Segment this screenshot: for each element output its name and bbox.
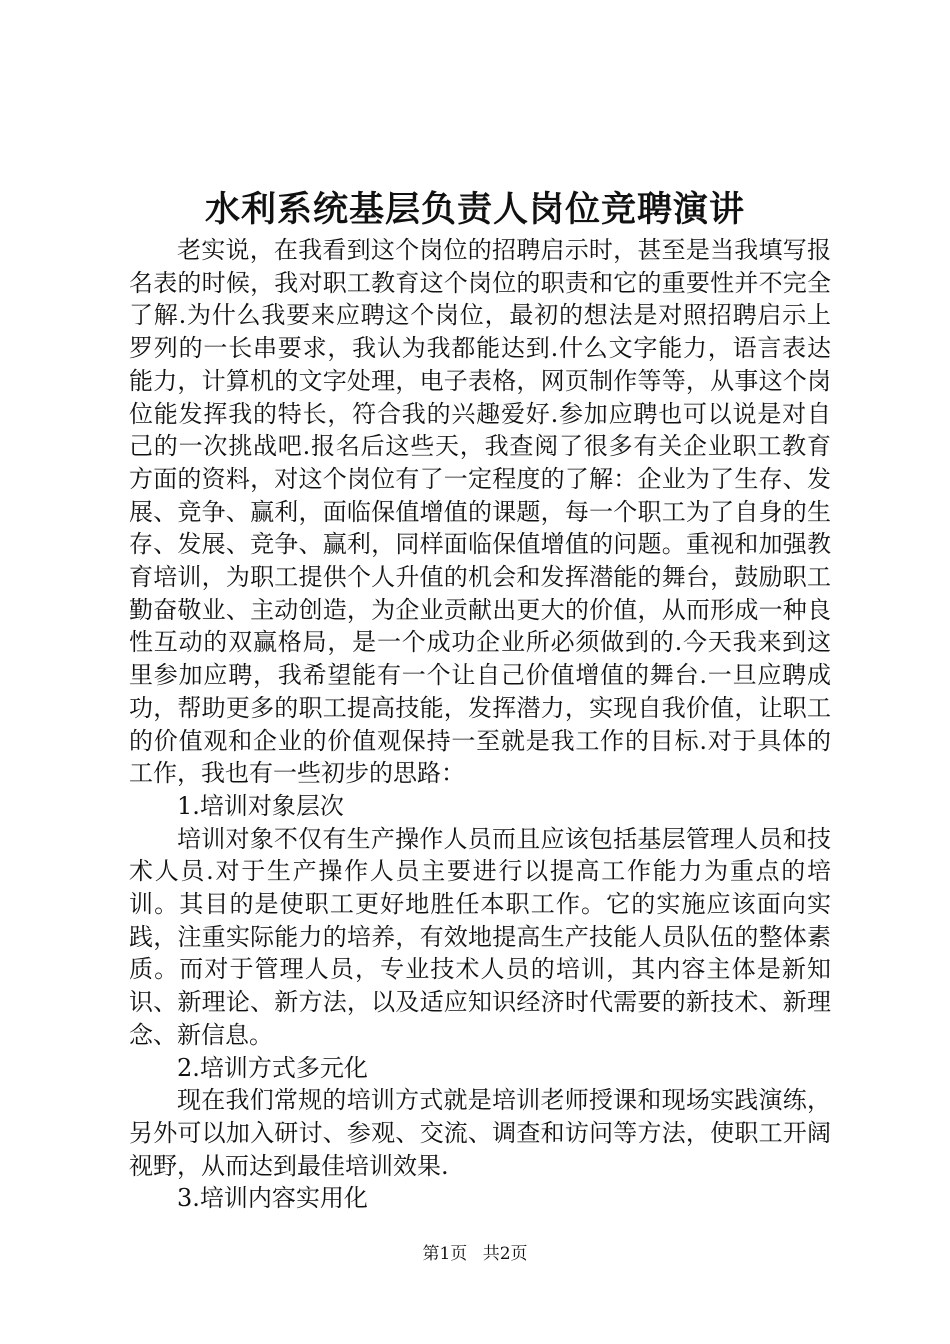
document-body	[129, 234, 831, 1215]
document-title: 水利系统基层负责人岗位竞聘演讲	[204, 189, 745, 230]
body-paragraph: 培训对象不仅有生产操作人员而且应该包括基层管理人员和技术人员.对于生产操作人员主要进行以提高工作能力为重点的培训。其目的是使职工更好地胜任本职工作。它的实施应该面向实践，注重实际能力的培养，有效地提高生产技能人员队伍的整体素质。而对于管理人员，专业技术人员的培训，其内容主体是新知识、新理论、新方法，以及适应知识经济时代需要的新技术、新理念、新信息。	[129, 824, 831, 1049]
page-number: 第1页	[422, 1244, 468, 1264]
body-paragraph: 现在我们常规的培训方式就是培训老师授课和现场实践演练，另外可以加入研讨、参观、交流、调查和访问等方法，使职工开阔视野，从而达到最佳培训效果.	[129, 1086, 831, 1180]
page-total: 共2页	[482, 1244, 528, 1264]
section-heading: 3.培训内容实用化	[177, 1184, 368, 1213]
section-heading: 1.培训对象层次	[177, 791, 344, 820]
section-heading: 2.培训方式多元化	[177, 1053, 368, 1082]
page-footer	[0, 1242, 950, 1266]
body-paragraph: 老实说，在我看到这个岗位的招聘启示时，甚至是当我填写报名表的时候，我对职工教育这个岗位的职责和它的重要性并不完全了解.为什么我要来应聘这个岗位，最初的想法是对照招聘启示上罗列的一长串要求，我认为我都能达到.什么文字能力，语言表达能力，计算机的文字处理，电子表格，网页制作等等，从事这个岗位能发挥我的特长，符合我的兴趣爱好.参加应聘也可以说是对自己的一次挑战吧.报名后这些天，我查阅了很多有关企业职工教育方面的资料，对这个岗位有了一定程度的了解：企业为了生存、发展、竞争、赢利，面临保值增值的课题，每一个职工为了自身的生存、发展、竞争、赢利，同样面临保值增值的问题。重视和加强教育培训，为职工提供个人升值的机会和发挥潜能的舞台，鼓励职工勤奋敬业、主动创造，为企业贡献出更大的价值，从而形成一种良性互动的双赢格局，是一个成功企业所必须做到的.今天我来到这里参加应聘，我希望能有一个让自己价值增值的舞台.一旦应聘成功，帮助更多的职工提高技能，发挥潜力，实现自我价值，让职工的价值观和企业的价值观保持一至就是我工作的目标.对于具体的工作，我也有一些初步的思路：	[129, 236, 831, 788]
